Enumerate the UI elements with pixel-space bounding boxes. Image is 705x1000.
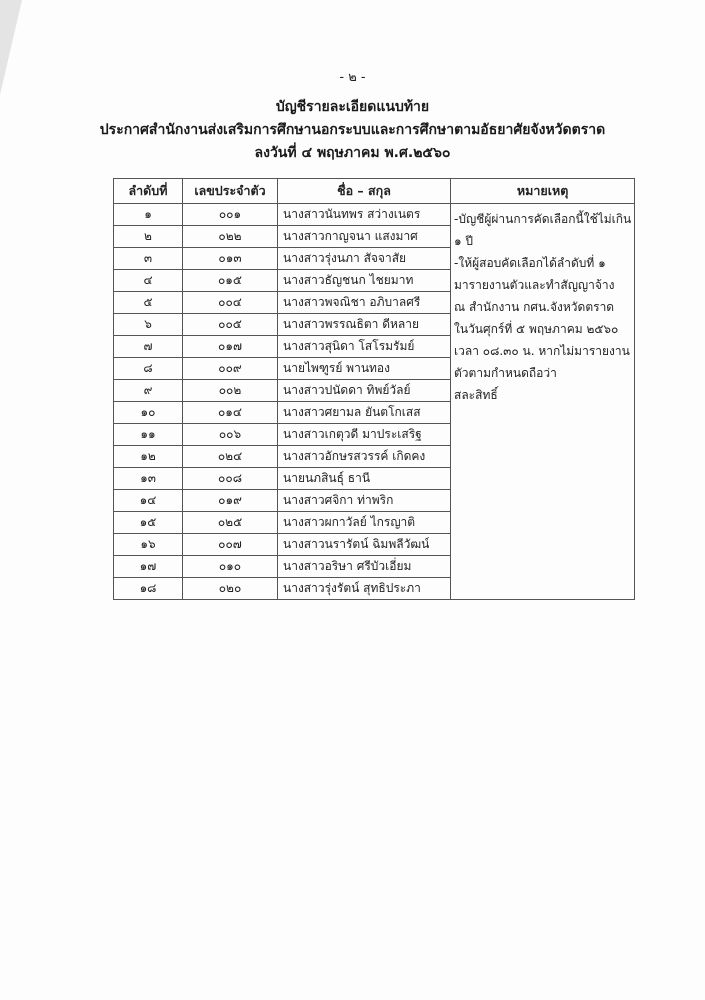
row-name: นายไพฑูรย์ พานทอง: [278, 358, 451, 380]
row-name: นางสาวพจณิชา อภิบาลศรี: [278, 292, 451, 314]
row-name: นางสาวธัญชนก ไชยมาท: [278, 270, 451, 292]
remark-line: สละสิทธิ์: [454, 388, 498, 402]
row-id: ๐๑๐: [183, 556, 278, 578]
row-id: ๐๒๔: [183, 446, 278, 468]
row-id: ๐๒๒: [183, 226, 278, 248]
row-order: ๓: [114, 248, 183, 270]
remark-line: -บัญชีผู้ผ่านการคัดเลือกนี้ใช้ไม่เกิน: [454, 212, 632, 226]
row-id: ๐๑๓: [183, 248, 278, 270]
row-name: นางสาวรุ่งนภา สัจจาสัย: [278, 248, 451, 270]
row-order: ๖: [114, 314, 183, 336]
row-name: นางสาวนันทพร สว่างเนตร: [278, 204, 451, 226]
remarks-cell: [451, 204, 635, 600]
remark-line: เวลา ๐๘.๓๐ น. หากไม่มารายงาน: [454, 344, 630, 358]
document-date: ลงวันที่ ๔ พฤษภาคม พ.ศ.๒๕๖๐: [254, 145, 451, 161]
row-id: ๐๒๐: [183, 578, 278, 600]
header-order: ลำดับที่: [114, 179, 183, 204]
row-name: นางสาวนรารัตน์ ฉิมพลีวัฒน์: [278, 534, 451, 556]
candidate-table: [113, 178, 635, 600]
row-id: ๐๐๑: [183, 204, 278, 226]
row-order: ๑๒: [114, 446, 183, 468]
row-order: ๑๐: [114, 402, 183, 424]
header-id: เลขประจำตัว: [183, 179, 278, 204]
table-row: [114, 204, 635, 226]
row-order: ๑๓: [114, 468, 183, 490]
row-id: ๐๒๕: [183, 512, 278, 534]
row-name: นางสาวอักษรสวรรค์ เกิดคง: [278, 446, 451, 468]
row-order: ๙: [114, 380, 183, 402]
row-id: ๐๐๕: [183, 314, 278, 336]
row-order: ๘: [114, 358, 183, 380]
document-title: บัญชีรายละเอียดแนบท้าย: [275, 99, 430, 115]
row-order: ๑๘: [114, 578, 183, 600]
row-id: ๐๑๕: [183, 270, 278, 292]
document-subtitle: ประกาศสำนักงานส่งเสริมการศึกษานอกระบบและการศึกษาตามอัธยาศัยจังหวัดตราด: [99, 122, 606, 138]
row-order: ๗: [114, 336, 183, 358]
row-order: ๒: [114, 226, 183, 248]
row-name: นางสาวอริษา ศรีบัวเอี่ยม: [278, 556, 451, 578]
row-id: ๐๐๖: [183, 424, 278, 446]
remark-line: ณ สำนักงาน กศน.จังหวัดตราด: [454, 300, 615, 314]
page-number: - ๒ -: [339, 70, 366, 85]
row-name: นางสาวกาญจนา แสงมาศ: [278, 226, 451, 248]
row-order: ๑๗: [114, 556, 183, 578]
row-name: นางสาวผกาวัลย์ ไกรญาติ: [278, 512, 451, 534]
row-name: นางสาวสุนิดา โสโรมรัมย์: [278, 336, 451, 358]
row-id: ๐๐๙: [183, 358, 278, 380]
header-name: ชื่อ – สกุล: [278, 179, 451, 204]
remark-line: -ให้ผู้สอบคัดเลือกได้ลำดับที่ ๑: [454, 256, 606, 270]
remark-line: ตัวตามกำหนดถือว่า: [454, 366, 557, 380]
row-name: นางสาวพรรณธิตา ดีหลาย: [278, 314, 451, 336]
row-order: ๑๕: [114, 512, 183, 534]
row-order: ๑: [114, 204, 183, 226]
row-id: ๐๐๒: [183, 380, 278, 402]
remark-line: ในวันศุกร์ที่ ๕ พฤษภาคม ๒๕๖๐: [454, 322, 619, 336]
row-id: ๐๐๘: [183, 468, 278, 490]
table-header-row: [114, 179, 635, 204]
row-id: ๐๑๔: [183, 402, 278, 424]
row-order: ๕: [114, 292, 183, 314]
row-name: นางสาวศยามล ยันตโกเสส: [278, 402, 451, 424]
row-order: ๑๔: [114, 490, 183, 512]
header-remarks: หมายเหตุ: [451, 179, 635, 204]
row-name: นางสาวปนัดดา ทิพย์วัลย์: [278, 380, 451, 402]
row-id: ๐๑๗: [183, 336, 278, 358]
remark-line: มารายงานตัวและทำสัญญาจ้าง: [454, 278, 615, 292]
row-order: ๔: [114, 270, 183, 292]
row-name: นายนภสินธุ์ ธานี: [278, 468, 451, 490]
row-id: ๐๑๙: [183, 490, 278, 512]
row-name: นางสาวรุ่งรัตน์ สุทธิประภา: [278, 578, 451, 600]
row-id: ๐๐๗: [183, 534, 278, 556]
row-id: ๐๐๔: [183, 292, 278, 314]
row-order: ๑๑: [114, 424, 183, 446]
row-name: นางสาวเกตุวดี มาประเสริฐ: [278, 424, 451, 446]
row-name: นางสาวศจิกา ท่าพริก: [278, 490, 451, 512]
row-order: ๑๖: [114, 534, 183, 556]
remark-line: ๑ ปี: [454, 234, 474, 248]
